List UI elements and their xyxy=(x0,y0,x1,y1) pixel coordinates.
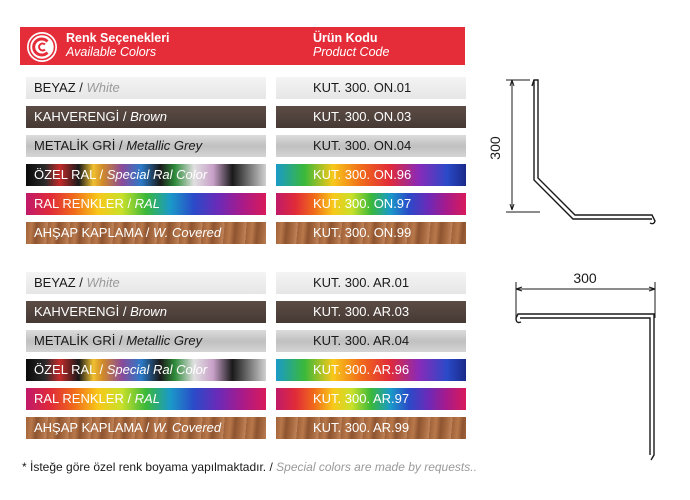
header-code-en: Product Code xyxy=(313,45,390,59)
color-name-en: RAL xyxy=(134,196,160,211)
color-name-en: Metallic Grey xyxy=(126,333,203,348)
product-code-cell: KUT. 300. AR.96 xyxy=(276,359,466,381)
color-name-tr: ÖZEL RAL / xyxy=(34,167,107,182)
color-name-en: W. Covered xyxy=(152,420,222,435)
color-name-en: Special Ral Color xyxy=(106,167,208,182)
product-code-cell: KUT. 300. ON.04 xyxy=(276,135,466,157)
header-code-tr: Ürün Kodu xyxy=(313,31,378,45)
product-code-cell: KUT. 300. ON.97 xyxy=(276,193,466,215)
profile2-dimension-label: 300 xyxy=(573,270,597,286)
color-name-tr: BEYAZ / xyxy=(34,80,87,95)
color-name-tr: AHŞAP KAPLAMA / xyxy=(34,420,153,435)
color-name-tr: AHŞAP KAPLAMA / xyxy=(34,225,153,240)
color-name-en: Metallic Grey xyxy=(126,138,203,153)
profile-drawing-2 xyxy=(516,282,655,460)
color-name-en: White xyxy=(86,275,120,290)
product-code-cell: KUT. 300. AR.03 xyxy=(276,301,466,323)
profile-drawing-1 xyxy=(506,80,655,224)
color-name-tr: METALİK GRİ / xyxy=(34,333,127,348)
footnote-tr: * İsteğe göre özel renk boyama yapılmaktadır. / xyxy=(22,460,277,474)
product-code-cell: KUT. 300. AR.97 xyxy=(276,388,466,410)
product-code-cell: KUT. 300. ON.99 xyxy=(276,222,466,244)
color-name-tr: METALİK GRİ / xyxy=(34,138,127,153)
color-name-tr: RAL RENKLER / xyxy=(34,391,135,406)
color-name-en: Brown xyxy=(130,304,167,319)
color-name-en: Special Ral Color xyxy=(106,362,208,377)
color-name-en: Brown xyxy=(130,109,167,124)
product-code-cell: KUT. 300. AR.99 xyxy=(276,417,466,439)
product-code-cell: KUT. 300. AR.01 xyxy=(276,272,466,294)
product-code-cell: KUT. 300. ON.01 xyxy=(276,77,466,99)
color-name-tr: RAL RENKLER / xyxy=(34,196,135,211)
footnote-en: Special colors are made by requests.. xyxy=(276,460,477,474)
product-code-cell: KUT. 300. ON.03 xyxy=(276,106,466,128)
color-name-tr: KAHVERENGİ / xyxy=(34,304,131,319)
color-name-tr: KAHVERENGİ / xyxy=(34,109,131,124)
product-code-cell: KUT. 300. AR.04 xyxy=(276,330,466,352)
color-name-tr: BEYAZ / xyxy=(34,275,87,290)
color-name-en: White xyxy=(86,80,120,95)
product-code-cell: KUT. 300. ON.96 xyxy=(276,164,466,186)
header-colors-en: Available Colors xyxy=(66,45,157,59)
color-name-tr: ÖZEL RAL / xyxy=(34,362,107,377)
color-name-en: RAL xyxy=(134,391,160,406)
header-colors-tr: Renk Seçenekleri xyxy=(66,31,170,45)
color-name-en: W. Covered xyxy=(152,225,222,240)
profile1-dimension-label: 300 xyxy=(487,136,503,160)
